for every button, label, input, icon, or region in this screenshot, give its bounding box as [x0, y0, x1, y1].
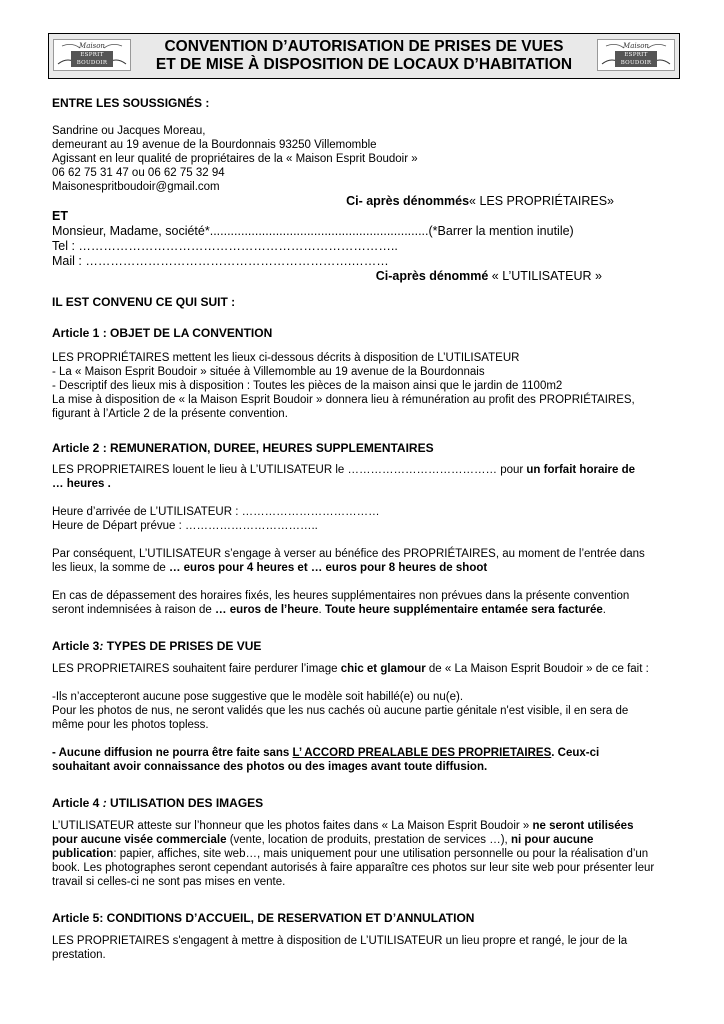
article-1-text: La mise à disposition de « la Maison Esprit Boudoir » donnera lieu à rémunération au profit des PROPRIÉTAIRES,	[52, 394, 635, 406]
owner-designation: Ci- après dénommés« LES PROPRIÉTAIRES»	[346, 194, 614, 208]
article-3-text: -Ils n’accepteront aucune pose suggestive que le modèle soit habillé(e) ou nu(e).	[52, 691, 464, 703]
article-2-departure: Heure de Départ prévue : ……………………………..	[52, 520, 318, 532]
article-3-intro: LES PROPRIETAIRES souhaitent faire perdurer l’image chic et glamour de « La Maison Esprit Boudoir » de ce fait :	[52, 663, 649, 675]
document-title: CONVENTION D’AUTORISATION DE PRISES DE VUES ET DE MISE À DISPOSITION DE LOCAUX D’HABITATION	[155, 38, 573, 73]
article-4-text: book. Les photographes seront cependant autorisés à faire apparaître ces photos sur leur site web pour présenter leur	[52, 862, 655, 874]
article-1-text: figurant à l’Article 2 de la présente convention.	[52, 408, 288, 420]
article-3-diffusion: - Aucune diffusion ne pourra être faite sans L’ ACCORD PREALABLE DES PROPRIETAIRES. Ceux-ci	[52, 747, 600, 759]
owner-capacity: Agissant en leur qualité de propriétaires de la « Maison Esprit Boudoir »	[52, 153, 418, 165]
article-2-extra-hours: seront indemnisées à raison de … euros de l’heure. Toute heure supplémentaire entamée sera facturée.	[52, 604, 606, 616]
article-3-title: Article 3: TYPES DE PRISES DE VUE	[52, 639, 262, 653]
owner-address: demeurant au 19 avenue de la Bourdonnais 93250 Villemomble	[52, 139, 377, 151]
article-1-text: - Descriptif des lieux mis à disposition : Toutes les pièces de la maison ainsi que le jardin de 1100m2	[52, 380, 563, 392]
owner-name: Sandrine ou Jacques Moreau,	[52, 125, 206, 137]
maison-esprit-boudoir-logo: Maison ESPRIT BOUDOIR	[597, 39, 675, 71]
article-3-text: même pour les photos topless.	[52, 719, 209, 731]
user-mail-line: Mail : ……………………………………………………….………	[52, 254, 389, 268]
article-2-title: Article 2 : REMUNERATION, DUREE, HEURES SUPPLEMENTAIRES	[52, 441, 434, 455]
article-1-title: Article 1 : OBJET DE LA CONVENTION	[52, 326, 273, 340]
article-1-text: LES PROPRIÉTAIRES mettent les lieux ci-dessous décrits à disposition de L’UTILISATEUR	[52, 352, 520, 364]
owner-phone: 06 62 75 31 47 ou 06 62 75 32 94	[52, 167, 225, 179]
article-2-rent: LES PROPRIETAIRES louent le lieu à L’UTILISATEUR le ………………………………… pour un forfait horaire de	[52, 464, 636, 476]
article-4-title: Article 4 : UTILISATION DES IMAGES	[52, 796, 264, 810]
user-tel-line: Tel : …………………………………………………………………..	[52, 239, 398, 253]
article-4-text: publication: papier, affiches, site web…, mais uniquement pour une utilisation personnelle ou pour la réalisation d’un	[52, 848, 649, 860]
article-2-arrival: Heure d’arrivée de L’UTILISATEUR : ………………………………	[52, 506, 380, 518]
document-header	[48, 33, 680, 79]
article-5-text: prestation.	[52, 949, 106, 961]
article-2-payment: Par conséquent, L’UTILISATEUR s’engage à verser au bénéfice des PROPRIÉTAIRES, au moment de l’entrée dans	[52, 548, 645, 560]
article-5-text: LES PROPRIETAIRES s'engagent à mettre à disposition de L’UTILISATEUR un lieu propre et rangé, le jour de la	[52, 935, 628, 947]
article-4-text: L’UTILISATEUR atteste sur l’honneur que les photos faites dans « La Maison Esprit Boudoir » ne seront utilisées	[52, 820, 634, 832]
owner-email: Maisonespritboudoir@gmail.com	[52, 181, 220, 193]
article-4-text: pour aucune visée commerciale (vente, location de produits, prestation de services …), ni pour aucune	[52, 834, 594, 846]
et-label: ET	[52, 209, 68, 223]
article-4-text: travail si celles-ci ne sont pas mises en vente.	[52, 876, 286, 888]
article-2-payment: les lieux, la somme de … euros pour 4 heures et … euros pour 8 heures de shoot	[52, 562, 488, 574]
user-designation: Ci-après dénommé « L’UTILISATEUR »	[375, 269, 602, 283]
agreement-heading: IL EST CONVENU CE QUI SUIT :	[52, 295, 236, 309]
article-3-diffusion: souhaitant avoir connaissance des photos ou des images avant toute diffusion.	[52, 761, 488, 773]
article-3-text: Pour les photos de nus, ne seront validés que les nus cachés où aucune partie génitale n'est visible, il en sera de	[52, 705, 629, 717]
article-2-extra-hours: En cas de dépassement des horaires fixés, les heures supplémentaires non prévues dans la présente convention	[52, 590, 630, 602]
article-2-rent: … heures .	[52, 478, 111, 490]
article-1-text: - La « Maison Esprit Boudoir » située à Villemomble au 19 avenue de la Bourdonnais	[52, 366, 485, 378]
user-identity-line: Monsieur, Madame, société*...............................................................(*Barrer la mention inutile)	[52, 224, 574, 238]
maison-esprit-boudoir-logo: Maison ESPRIT BOUDOIR	[53, 39, 131, 71]
article-5-title: Article 5: CONDITIONS D’ACCUEIL, DE RESERVATION ET D’ANNULATION	[52, 911, 475, 925]
parties-heading: ENTRE LES SOUSSIGNÉS :	[52, 96, 210, 110]
document-body	[52, 96, 682, 962]
